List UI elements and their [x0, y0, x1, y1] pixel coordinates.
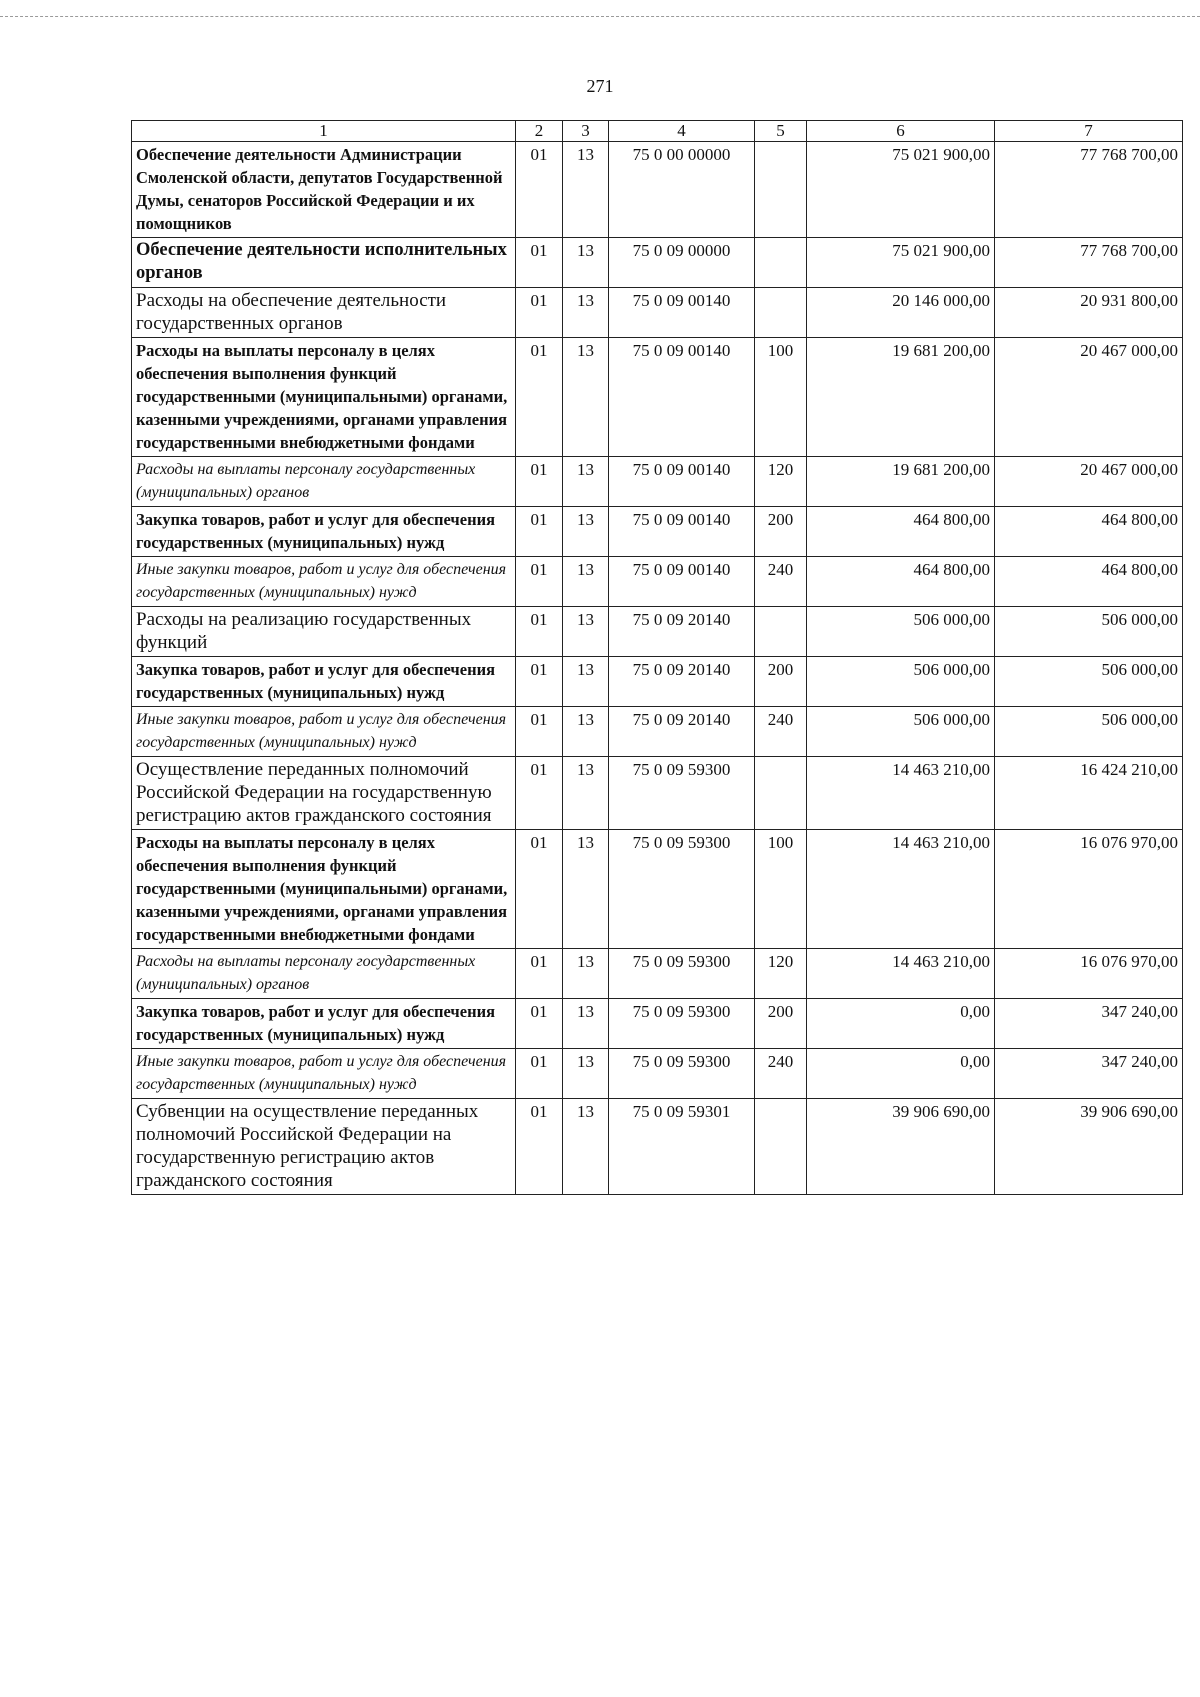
row-description: Обеспечение деятельности Администрации Смоленской области, депутатов Государственной Думы, сенаторов Российской Федерации и их помощников [132, 142, 516, 238]
row-description: Расходы на выплаты персоналу государственных (муниципальных) органов [132, 457, 516, 507]
subsection-code: 13 [563, 757, 609, 830]
section-code: 01 [516, 238, 563, 288]
subsection-code: 13 [563, 1049, 609, 1099]
column-number: 2 [516, 121, 563, 142]
table-row [132, 830, 1183, 949]
row-description: Обеспечение деятельности исполнительных органов [132, 238, 516, 288]
amount-year-1: 506 000,00 [807, 707, 995, 757]
section-code: 01 [516, 142, 563, 238]
table-row [132, 557, 1183, 607]
target-article-code: 75 0 09 00000 [609, 238, 755, 288]
amount-year-1: 75 021 900,00 [807, 238, 995, 288]
expense-type-code: 240 [755, 707, 807, 757]
table-row [132, 457, 1183, 507]
table-row [132, 1049, 1183, 1099]
amount-year-2: 20 467 000,00 [995, 338, 1183, 457]
amount-year-1: 0,00 [807, 999, 995, 1049]
amount-year-2: 77 768 700,00 [995, 142, 1183, 238]
amount-year-1: 19 681 200,00 [807, 338, 995, 457]
amount-year-2: 506 000,00 [995, 707, 1183, 757]
section-code: 01 [516, 607, 563, 657]
table-row [132, 288, 1183, 338]
expense-type-code: 200 [755, 507, 807, 557]
column-number: 5 [755, 121, 807, 142]
expense-type-code: 200 [755, 999, 807, 1049]
row-description: Иные закупки товаров, работ и услуг для обеспечения государственных (муниципальных) нужд [132, 1049, 516, 1099]
column-number: 1 [132, 121, 516, 142]
row-description: Закупка товаров, работ и услуг для обеспечения государственных (муниципальных) нужд [132, 657, 516, 707]
amount-year-2: 464 800,00 [995, 557, 1183, 607]
subsection-code: 13 [563, 507, 609, 557]
target-article-code: 75 0 09 59301 [609, 1099, 755, 1195]
amount-year-1: 0,00 [807, 1049, 995, 1099]
amount-year-1: 19 681 200,00 [807, 457, 995, 507]
section-code: 01 [516, 338, 563, 457]
table-row [132, 238, 1183, 288]
row-description: Закупка товаров, работ и услуг для обеспечения государственных (муниципальных) нужд [132, 999, 516, 1049]
subsection-code: 13 [563, 142, 609, 238]
column-number: 6 [807, 121, 995, 142]
table-row [132, 1099, 1183, 1195]
amount-year-1: 75 021 900,00 [807, 142, 995, 238]
expense-type-code [755, 142, 807, 238]
row-description: Иные закупки товаров, работ и услуг для обеспечения государственных (муниципальных) нужд [132, 707, 516, 757]
expense-type-code: 200 [755, 657, 807, 707]
target-article-code: 75 0 09 20140 [609, 707, 755, 757]
amount-year-2: 506 000,00 [995, 607, 1183, 657]
target-article-code: 75 0 09 59300 [609, 757, 755, 830]
top-dashed-rule [0, 16, 1200, 17]
amount-year-2: 16 076 970,00 [995, 949, 1183, 999]
table-row [132, 757, 1183, 830]
amount-year-1: 14 463 210,00 [807, 757, 995, 830]
target-article-code: 75 0 09 20140 [609, 657, 755, 707]
section-code: 01 [516, 830, 563, 949]
target-article-code: 75 0 09 59300 [609, 999, 755, 1049]
section-code: 01 [516, 507, 563, 557]
target-article-code: 75 0 09 59300 [609, 830, 755, 949]
subsection-code: 13 [563, 607, 609, 657]
row-description: Расходы на выплаты персоналу в целях обеспечения выполнения функций государственными (муниципальными) органами, казенными учреждениями, органами управления государственными внебюджетными фондами [132, 338, 516, 457]
target-article-code: 75 0 09 00140 [609, 507, 755, 557]
expense-type-code: 100 [755, 338, 807, 457]
column-number-row [132, 121, 1183, 142]
expense-type-code [755, 757, 807, 830]
table-row [132, 607, 1183, 657]
expense-type-code: 120 [755, 949, 807, 999]
section-code: 01 [516, 999, 563, 1049]
expense-type-code: 120 [755, 457, 807, 507]
target-article-code: 75 0 09 59300 [609, 1049, 755, 1099]
row-description: Расходы на реализацию государственных функций [132, 607, 516, 657]
expense-type-code [755, 238, 807, 288]
subsection-code: 13 [563, 707, 609, 757]
amount-year-2: 347 240,00 [995, 999, 1183, 1049]
subsection-code: 13 [563, 557, 609, 607]
section-code: 01 [516, 657, 563, 707]
subsection-code: 13 [563, 999, 609, 1049]
amount-year-2: 20 931 800,00 [995, 288, 1183, 338]
amount-year-2: 16 076 970,00 [995, 830, 1183, 949]
expense-type-code [755, 607, 807, 657]
amount-year-2: 464 800,00 [995, 507, 1183, 557]
target-article-code: 75 0 09 00140 [609, 557, 755, 607]
section-code: 01 [516, 288, 563, 338]
table-row [132, 657, 1183, 707]
row-description: Расходы на выплаты персоналу государственных (муниципальных) органов [132, 949, 516, 999]
amount-year-1: 464 800,00 [807, 557, 995, 607]
section-code: 01 [516, 1099, 563, 1195]
expense-type-code: 100 [755, 830, 807, 949]
subsection-code: 13 [563, 338, 609, 457]
section-code: 01 [516, 757, 563, 830]
section-code: 01 [516, 1049, 563, 1099]
table-row [132, 707, 1183, 757]
amount-year-1: 20 146 000,00 [807, 288, 995, 338]
amount-year-2: 506 000,00 [995, 657, 1183, 707]
target-article-code: 75 0 00 00000 [609, 142, 755, 238]
table-row [132, 338, 1183, 457]
table-row [132, 999, 1183, 1049]
amount-year-1: 506 000,00 [807, 607, 995, 657]
subsection-code: 13 [563, 1099, 609, 1195]
amount-year-2: 16 424 210,00 [995, 757, 1183, 830]
subsection-code: 13 [563, 457, 609, 507]
section-code: 01 [516, 457, 563, 507]
table-row [132, 142, 1183, 238]
row-description: Закупка товаров, работ и услуг для обеспечения государственных (муниципальных) нужд [132, 507, 516, 557]
section-code: 01 [516, 557, 563, 607]
table-row [132, 507, 1183, 557]
target-article-code: 75 0 09 59300 [609, 949, 755, 999]
row-description: Иные закупки товаров, работ и услуг для обеспечения государственных (муниципальных) нужд [132, 557, 516, 607]
subsection-code: 13 [563, 830, 609, 949]
amount-year-2: 39 906 690,00 [995, 1099, 1183, 1195]
amount-year-1: 464 800,00 [807, 507, 995, 557]
expense-type-code: 240 [755, 557, 807, 607]
target-article-code: 75 0 09 00140 [609, 338, 755, 457]
subsection-code: 13 [563, 238, 609, 288]
section-code: 01 [516, 707, 563, 757]
target-article-code: 75 0 09 00140 [609, 457, 755, 507]
column-number: 7 [995, 121, 1183, 142]
row-description: Осуществление переданных полномочий Российской Федерации на государственную регистрацию актов гражданского состояния [132, 757, 516, 830]
amount-year-2: 20 467 000,00 [995, 457, 1183, 507]
expense-type-code: 240 [755, 1049, 807, 1099]
section-code: 01 [516, 949, 563, 999]
target-article-code: 75 0 09 20140 [609, 607, 755, 657]
amount-year-1: 506 000,00 [807, 657, 995, 707]
column-number: 3 [563, 121, 609, 142]
expense-type-code [755, 288, 807, 338]
table-row [132, 949, 1183, 999]
amount-year-1: 39 906 690,00 [807, 1099, 995, 1195]
amount-year-2: 77 768 700,00 [995, 238, 1183, 288]
page-number: 271 [586, 76, 614, 96]
amount-year-1: 14 463 210,00 [807, 830, 995, 949]
row-description: Субвенции на осуществление переданных полномочий Российской Федерации на государственную регистрацию актов гражданского состояния [132, 1099, 516, 1195]
amount-year-2: 347 240,00 [995, 1049, 1183, 1099]
target-article-code: 75 0 09 00140 [609, 288, 755, 338]
expense-type-code [755, 1099, 807, 1195]
amount-year-1: 14 463 210,00 [807, 949, 995, 999]
subsection-code: 13 [563, 949, 609, 999]
subsection-code: 13 [563, 288, 609, 338]
subsection-code: 13 [563, 657, 609, 707]
row-description: Расходы на обеспечение деятельности государственных органов [132, 288, 516, 338]
row-description: Расходы на выплаты персоналу в целях обеспечения выполнения функций государственными (муниципальными) органами, казенными учреждениями, органами управления государственными внебюджетными фондами [132, 830, 516, 949]
column-number: 4 [609, 121, 755, 142]
budget-table [131, 120, 1183, 1195]
